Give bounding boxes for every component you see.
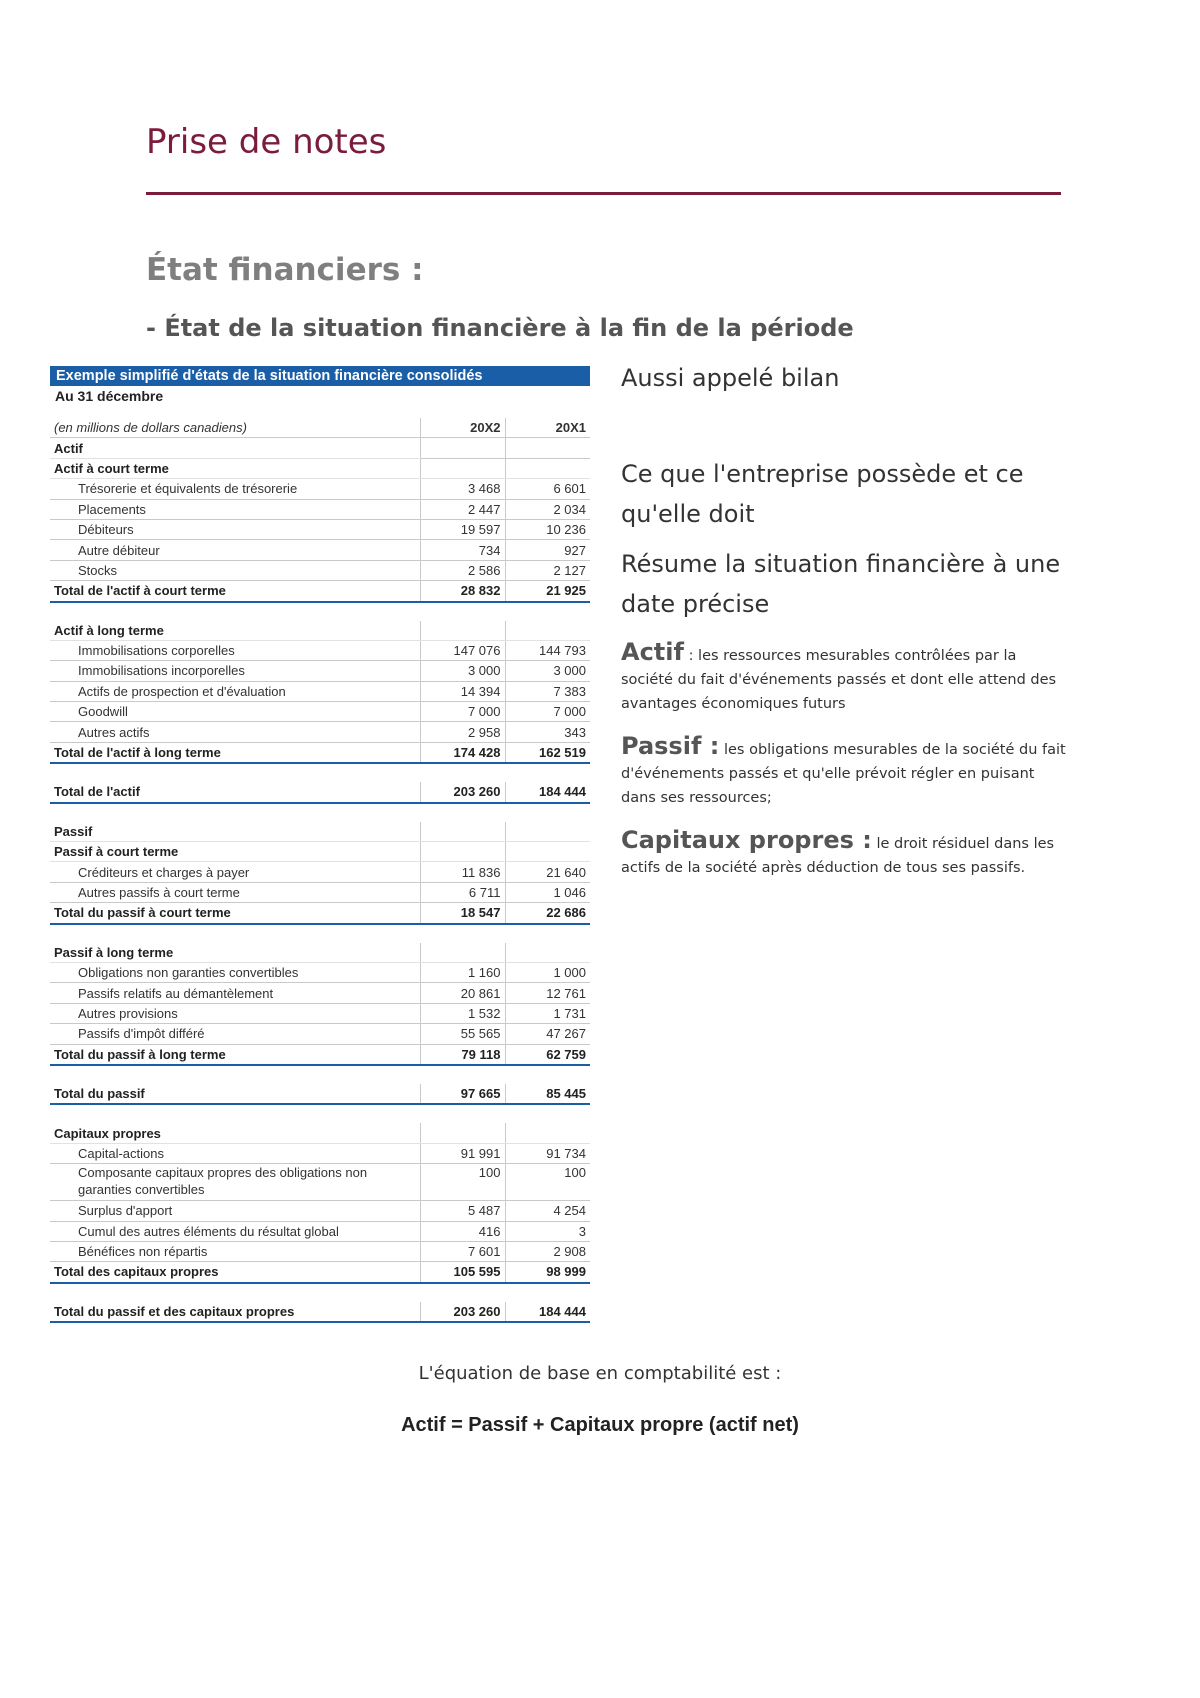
value-20x2: 97 665	[420, 1084, 505, 1104]
accounting-equation: Actif = Passif + Capitaux propre (actif net)	[401, 1414, 799, 1436]
total-row	[50, 1044, 590, 1065]
value-20x2: 3 000	[420, 661, 505, 681]
value-20x1: 3 000	[505, 661, 590, 681]
value-20x2	[420, 458, 505, 478]
row-label: Total de l'actif à court terme	[50, 581, 420, 602]
value-20x1: 7 383	[505, 681, 590, 701]
table-row	[50, 1024, 590, 1044]
value-20x1: 2 034	[505, 499, 590, 519]
value-20x2	[420, 943, 505, 963]
value-20x2: 91 991	[420, 1143, 505, 1163]
term-passif: Passif :	[621, 732, 720, 760]
column-header-20x2: 20X2	[420, 418, 505, 438]
table-row	[50, 1201, 590, 1221]
row-label: Immobilisations incorporelles	[50, 661, 420, 681]
term-actif: Actif	[621, 638, 684, 666]
value-20x1: 184 444	[505, 782, 590, 802]
row-label: Passifs d'impôt différé	[50, 1024, 420, 1044]
value-20x1: 162 519	[505, 742, 590, 763]
row-label: Trésorerie et équivalents de trésorerie	[50, 479, 420, 499]
value-20x1: 1 046	[505, 882, 590, 902]
section-row	[50, 458, 590, 478]
value-20x2	[420, 822, 505, 842]
value-20x1	[505, 621, 590, 641]
value-20x1	[505, 943, 590, 963]
table-date: Au 31 décembre	[55, 388, 164, 404]
table-row	[50, 862, 590, 882]
table-spacer-row	[50, 602, 590, 621]
table-row	[50, 1003, 590, 1023]
table-row	[50, 661, 590, 681]
table-spacer-row	[50, 924, 590, 943]
spacer-cell	[50, 602, 590, 621]
value-20x2: 100	[420, 1164, 505, 1201]
row-label: Actifs de prospection et d'évaluation	[50, 681, 420, 701]
table-spacer-row	[50, 1065, 590, 1084]
value-20x1: 100	[505, 1164, 590, 1201]
row-label: Bénéfices non répartis	[50, 1241, 420, 1261]
value-20x1: 21 640	[505, 862, 590, 882]
value-20x2	[420, 1123, 505, 1143]
table-row	[50, 983, 590, 1003]
value-20x1: 1 000	[505, 962, 590, 982]
value-20x2: 3 468	[420, 479, 505, 499]
balance-sheet	[50, 418, 590, 1323]
value-20x1: 3	[505, 1221, 590, 1241]
value-20x1: 144 793	[505, 640, 590, 660]
value-20x1	[505, 822, 590, 842]
value-20x2: 28 832	[420, 581, 505, 602]
definition-capitaux	[621, 828, 1071, 880]
definition-actif-text: : les ressources mesurables contrôlées par la société du fait d'événements passés et dont elle attend des avantages économiques futurs	[621, 648, 1057, 712]
definition-passif	[621, 734, 1071, 810]
value-20x1: 184 444	[505, 1302, 590, 1322]
table-row	[50, 499, 590, 519]
financial-statement-table	[50, 366, 590, 1323]
value-20x1: 21 925	[505, 581, 590, 602]
table-row	[50, 681, 590, 701]
value-20x2: 7 601	[420, 1241, 505, 1261]
value-20x1: 2 908	[505, 1241, 590, 1261]
row-label: Placements	[50, 499, 420, 519]
row-label: Passif	[50, 822, 420, 842]
definition-actif	[621, 640, 1071, 716]
section-row	[50, 943, 590, 963]
table-row	[50, 962, 590, 982]
value-20x1: 927	[505, 540, 590, 560]
value-20x2: 20 861	[420, 983, 505, 1003]
row-label: Passif à long terme	[50, 943, 420, 963]
table-row	[50, 882, 590, 902]
table-row	[50, 1241, 590, 1261]
total-row	[50, 1302, 590, 1322]
table-row	[50, 702, 590, 722]
total-row	[50, 742, 590, 763]
row-label: Autres provisions	[50, 1003, 420, 1023]
value-20x2: 7 000	[420, 702, 505, 722]
value-20x2: 79 118	[420, 1044, 505, 1065]
table-spacer-row	[50, 803, 590, 822]
value-20x2: 174 428	[420, 742, 505, 763]
value-20x2: 734	[420, 540, 505, 560]
value-20x1: 343	[505, 722, 590, 742]
section-row	[50, 822, 590, 842]
value-20x2: 2 447	[420, 499, 505, 519]
row-label: Autres actifs	[50, 722, 420, 742]
spacer-cell	[50, 1065, 590, 1084]
value-20x1: 4 254	[505, 1201, 590, 1221]
notes-panel	[621, 366, 1071, 880]
table-spacer-row	[50, 763, 590, 782]
value-20x1: 6 601	[505, 479, 590, 499]
value-20x1: 10 236	[505, 519, 590, 539]
table-spacer	[50, 406, 590, 418]
term-capitaux-propres: Capitaux propres :	[621, 826, 872, 854]
row-label: Total de l'actif à long terme	[50, 742, 420, 763]
value-20x1	[505, 438, 590, 458]
value-20x1: 7 000	[505, 702, 590, 722]
row-label: Actif	[50, 438, 420, 458]
value-20x2: 18 547	[420, 903, 505, 924]
value-20x1	[505, 1123, 590, 1143]
table-row	[50, 1143, 590, 1163]
value-20x1: 22 686	[505, 903, 590, 924]
value-20x2: 2 958	[420, 722, 505, 742]
section-row	[50, 842, 590, 862]
row-label: Passif à court terme	[50, 842, 420, 862]
spacer-cell	[50, 1104, 590, 1123]
equation-intro: L'équation de base en comptabilité est :	[418, 1363, 782, 1384]
value-20x2: 203 260	[420, 782, 505, 802]
table-row	[50, 540, 590, 560]
table-row	[50, 519, 590, 539]
value-20x1: 1 731	[505, 1003, 590, 1023]
total-row	[50, 1262, 590, 1283]
table-row	[50, 722, 590, 742]
value-20x1	[505, 842, 590, 862]
table-row	[50, 560, 590, 580]
row-label: Surplus d'apport	[50, 1201, 420, 1221]
row-label: Autre débiteur	[50, 540, 420, 560]
table-title: Exemple simplifié d'états de la situation financière consolidés	[50, 366, 590, 386]
table-row	[50, 1164, 590, 1201]
row-label: Obligations non garanties convertibles	[50, 962, 420, 982]
value-20x2: 5 487	[420, 1201, 505, 1221]
spacer-cell	[50, 763, 590, 782]
section-row	[50, 1123, 590, 1143]
row-label: Goodwill	[50, 702, 420, 722]
spacer-cell	[50, 1283, 590, 1302]
section-subheading: - État de la situation financière à la fin de la période	[146, 314, 854, 342]
table-row	[50, 479, 590, 499]
note-owns: Ce que l'entreprise possède et ce qu'elle doit	[621, 460, 1024, 528]
row-label: Débiteurs	[50, 519, 420, 539]
row-label: Autres passifs à court terme	[50, 882, 420, 902]
value-20x2: 1 532	[420, 1003, 505, 1023]
row-label: Total de l'actif	[50, 782, 420, 802]
value-20x2	[420, 621, 505, 641]
row-label: Total du passif à long terme	[50, 1044, 420, 1065]
value-20x1: 98 999	[505, 1262, 590, 1283]
row-label: Stocks	[50, 560, 420, 580]
spacer-cell	[50, 803, 590, 822]
definition-capitaux-text: le droit résiduel dans les actifs de la société après déduction de tous ses passifs.	[621, 836, 1055, 876]
total-row	[50, 581, 590, 602]
unit-label: (en millions de dollars canadiens)	[50, 418, 420, 438]
title-divider	[146, 192, 1061, 195]
total-row	[50, 782, 590, 802]
value-20x2: 147 076	[420, 640, 505, 660]
page-title: Prise de notes	[146, 122, 387, 162]
column-header-20x1: 20X1	[505, 418, 590, 438]
value-20x1: 2 127	[505, 560, 590, 580]
row-label: Actif à court terme	[50, 458, 420, 478]
row-label: Total du passif	[50, 1084, 420, 1104]
value-20x1: 47 267	[505, 1024, 590, 1044]
row-label: Immobilisations corporelles	[50, 640, 420, 660]
value-20x1: 85 445	[505, 1084, 590, 1104]
value-20x2: 1 160	[420, 962, 505, 982]
value-20x2: 203 260	[420, 1302, 505, 1322]
row-label: Passifs relatifs au démantèlement	[50, 983, 420, 1003]
value-20x1: 62 759	[505, 1044, 590, 1065]
value-20x2	[420, 842, 505, 862]
value-20x2: 6 711	[420, 882, 505, 902]
row-label: Cumul des autres éléments du résultat global	[50, 1221, 420, 1241]
table-spacer-row	[50, 1283, 590, 1302]
row-label: Actif à long terme	[50, 621, 420, 641]
value-20x2: 416	[420, 1221, 505, 1241]
row-label: Composante capitaux propres des obligations non garanties convertibles	[50, 1164, 420, 1201]
row-label: Total du passif à court terme	[50, 903, 420, 924]
value-20x2: 19 597	[420, 519, 505, 539]
note-summary: Résume la situation financière à une date précise	[621, 550, 1061, 618]
value-20x1	[505, 458, 590, 478]
value-20x2: 105 595	[420, 1262, 505, 1283]
section-row	[50, 438, 590, 458]
spacer-cell	[50, 924, 590, 943]
value-20x1: 12 761	[505, 983, 590, 1003]
value-20x2: 11 836	[420, 862, 505, 882]
row-label: Total des capitaux propres	[50, 1262, 420, 1283]
value-20x2: 55 565	[420, 1024, 505, 1044]
table-row	[50, 1221, 590, 1241]
column-header-row	[50, 418, 590, 438]
value-20x1: 91 734	[505, 1143, 590, 1163]
note-aka: Aussi appelé bilan	[621, 364, 840, 392]
total-row	[50, 1084, 590, 1104]
total-row	[50, 903, 590, 924]
definition-passif-text: les obligations mesurables de la société du fait d'événements passés et qu'elle prévoit régler en puisant dans ses ressources;	[621, 742, 1066, 806]
value-20x2: 2 586	[420, 560, 505, 580]
value-20x2: 14 394	[420, 681, 505, 701]
row-label: Capitaux propres	[50, 1123, 420, 1143]
section-heading: État financiers :	[146, 252, 424, 288]
row-label: Capital-actions	[50, 1143, 420, 1163]
table-row	[50, 640, 590, 660]
table-spacer-row	[50, 1104, 590, 1123]
value-20x2	[420, 438, 505, 458]
section-row	[50, 621, 590, 641]
row-label: Créditeurs et charges à payer	[50, 862, 420, 882]
row-label: Total du passif et des capitaux propres	[50, 1302, 420, 1322]
